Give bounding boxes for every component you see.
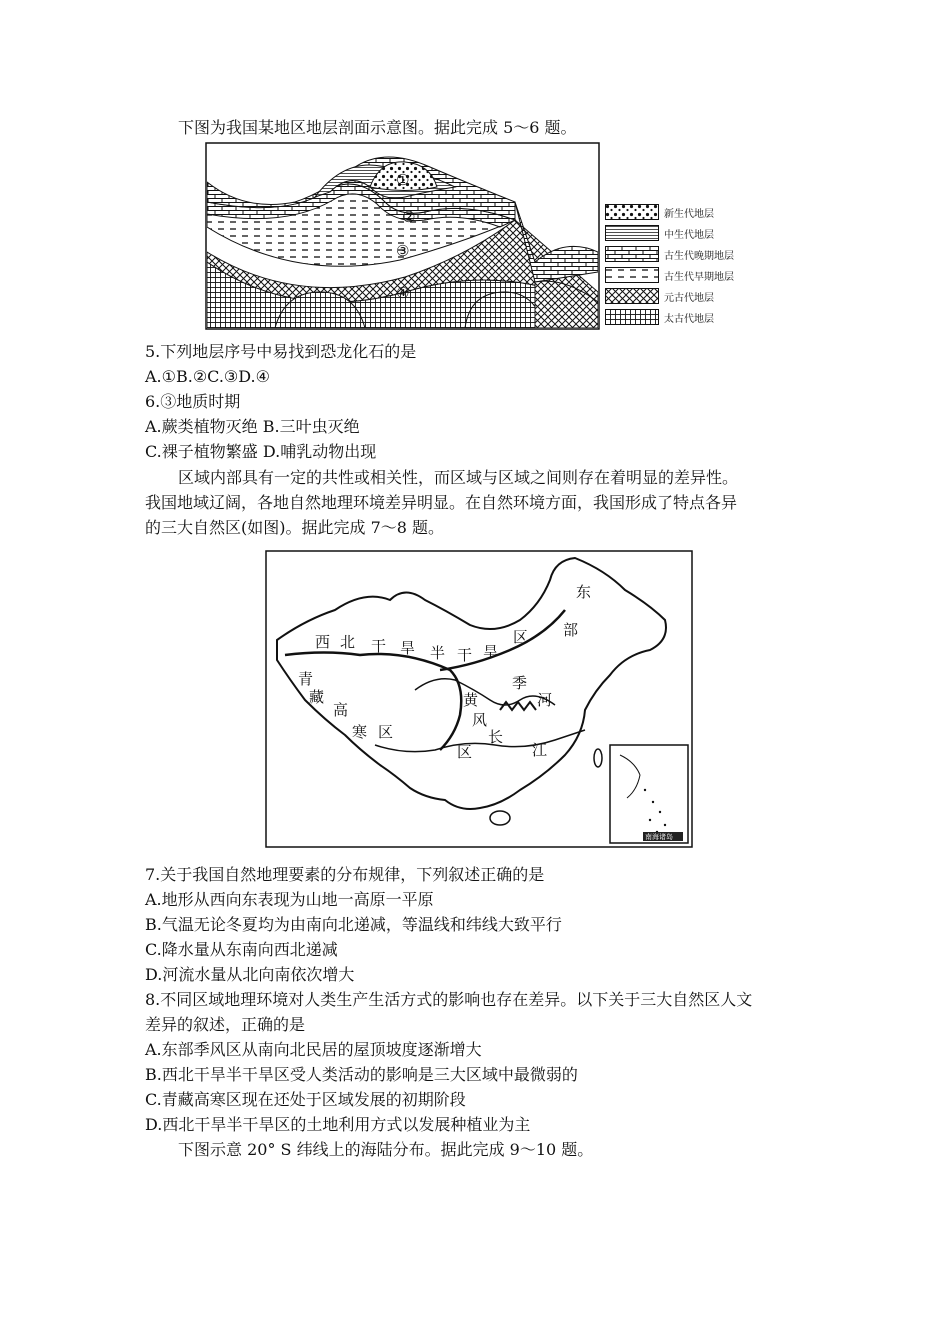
question-7-option-a: A.地形从西向东表现为山地一高原一平原 <box>145 890 434 909</box>
passage-line: 的三大自然区(如图)。据此完成 7～8 题。 <box>145 518 445 537</box>
proterozoic-swatch <box>605 288 659 304</box>
map-label: 区 <box>378 723 394 741</box>
legend-label: 太古代地层 <box>664 314 714 325</box>
question-8-option-d: D.西北干旱半干旱区的土地利用方式以发展种植业为主 <box>145 1115 531 1134</box>
map-label: 干 <box>457 646 473 664</box>
layer-marker-1: ① <box>396 171 410 189</box>
passage-line: 区域内部具有一定的共性或相关性，而区域与区域之间则存在着明显的差异性。 <box>178 468 739 487</box>
legend-row <box>605 307 735 328</box>
strata-legend <box>605 202 735 328</box>
legend-label: 古生代晚期地层 <box>664 251 734 262</box>
china-natural-regions-map <box>265 550 693 848</box>
map-label: 旱 <box>483 643 499 661</box>
map-label: 旱 <box>400 639 416 657</box>
inset-caption: 南海诸岛 <box>645 833 673 841</box>
map-label: 风 <box>472 711 488 729</box>
map-label: 东 <box>576 583 592 601</box>
map-label: 干 <box>371 637 387 655</box>
layer-marker-4: ④ <box>396 284 410 302</box>
question-5-options: A.①B.②C.③D.④ <box>145 367 270 386</box>
legend-label: 古生代早期地层 <box>664 272 734 283</box>
legend-row <box>605 202 735 223</box>
question-6-stem: 6.③地质时期 <box>145 392 241 411</box>
question-5-stem: 5.下列地层序号中易找到恐龙化石的是 <box>145 342 417 361</box>
map-label: 部 <box>563 621 579 639</box>
late-paleozoic-swatch <box>605 246 659 262</box>
map-label: 季 <box>512 674 528 692</box>
map-label: 高 <box>333 701 349 719</box>
layer-marker-3: ③ <box>396 242 410 260</box>
map-label: 区 <box>513 628 529 646</box>
question-6-options: A.蕨类植物灭绝 B.三叶虫灭绝 <box>145 417 360 436</box>
map-label: 江 <box>532 741 548 759</box>
strata-cross-section-figure <box>205 142 600 330</box>
question-8-option-a: A.东部季风区从南向北民居的屋顶坡度逐渐增大 <box>145 1040 482 1059</box>
map-label: 西 <box>315 633 331 651</box>
layer-marker-2: ② <box>402 208 416 226</box>
map-label: 寒 <box>352 723 368 741</box>
intro-text: 下图示意 20° S 纬线上的海陆分布。据此完成 9～10 题。 <box>178 1140 594 1159</box>
question-8-option-b: B.西北干旱半干旱区受人类活动的影响是三大区域中最微弱的 <box>145 1065 578 1084</box>
map-label: 半 <box>430 644 446 662</box>
question-8-option-c: C.青藏高寒区现在还处于区域发展的初期阶段 <box>145 1090 466 1109</box>
legend-label: 中生代地层 <box>664 230 714 241</box>
map-label: 区 <box>457 743 473 761</box>
legend-label: 新生代地层 <box>664 209 714 220</box>
legend-row <box>605 244 735 265</box>
passage-line: 我国地域辽阔，各地自然地理环境差异明显。在自然环境方面，我国形成了特点各异 <box>145 493 738 512</box>
map-label: 青 <box>298 670 314 688</box>
question-8-stem: 8.不同区域地理环境对人类生产生活方式的影响也存在差异。以下关于三大自然区人文 <box>145 990 753 1009</box>
question-8-stem: 差异的叙述，正确的是 <box>145 1015 306 1034</box>
map-label: 北 <box>340 633 356 651</box>
archean-swatch <box>605 309 659 325</box>
early-paleozoic-swatch <box>605 267 659 283</box>
map-label: 藏 <box>309 688 325 706</box>
legend-row <box>605 265 735 286</box>
intro-text: 下图为我国某地区地层剖面示意图。据此完成 5～6 题。 <box>178 118 577 137</box>
question-7-option-d: D.河流水量从北向南依次增大 <box>145 965 355 984</box>
map-label: 长 <box>488 728 504 746</box>
map-label: 河 <box>537 691 553 709</box>
legend-row <box>605 286 735 307</box>
cenozoic-swatch <box>605 204 659 220</box>
legend-label: 元古代地层 <box>664 293 714 304</box>
question-7-stem: 7.关于我国自然地理要素的分布规律，下列叙述正确的是 <box>145 865 545 884</box>
mesozoic-swatch <box>605 225 659 241</box>
question-6-options: C.裸子植物繁盛 D.哺乳动物出现 <box>145 442 377 461</box>
question-7-option-c: C.降水量从东南向西北递减 <box>145 940 338 959</box>
legend-row <box>605 223 735 244</box>
question-7-option-b: B.气温无论冬夏均为由南向北递减，等温线和纬线大致平行 <box>145 915 562 934</box>
map-label: 黄 <box>463 691 479 709</box>
